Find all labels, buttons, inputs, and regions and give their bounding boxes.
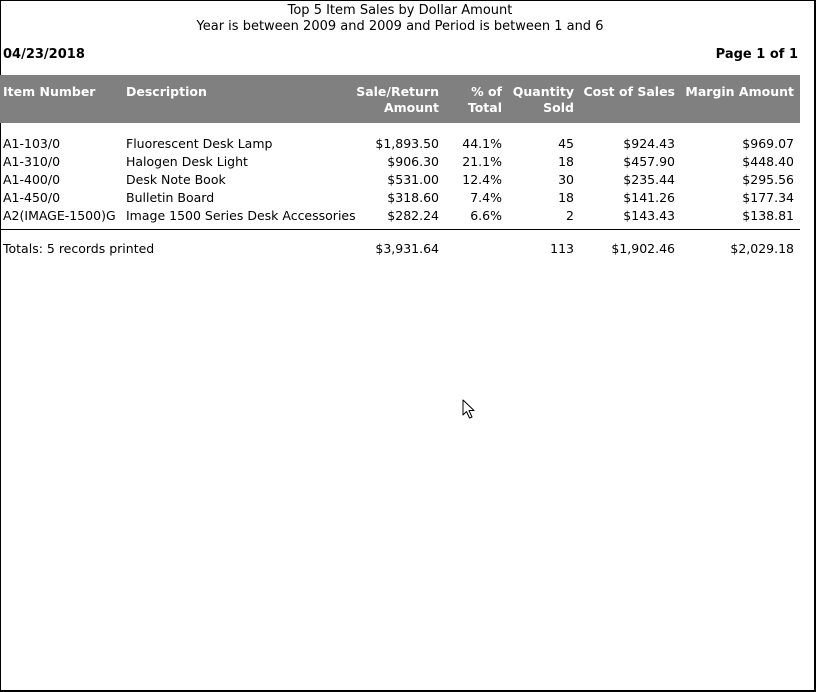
cell-item-number: A1-400/0 xyxy=(3,172,61,187)
cell-quantity: 45 xyxy=(558,136,574,151)
table-row xyxy=(0,154,800,172)
totals-sale-amount: $3,931.64 xyxy=(375,241,439,256)
cell-quantity: 30 xyxy=(558,172,574,187)
page-indicator: Page 1 of 1 xyxy=(715,47,798,62)
table-row xyxy=(0,172,800,190)
cell-sale-amount: $282.24 xyxy=(387,208,439,223)
cell-sale-amount: $318.60 xyxy=(387,190,439,205)
cell-cost: $457.90 xyxy=(623,154,675,169)
cell-cost: $141.26 xyxy=(623,190,675,205)
header-item-number: Item Number xyxy=(3,84,96,99)
header-description: Description xyxy=(126,84,207,99)
cell-description: Halogen Desk Light xyxy=(126,154,248,169)
header-pct-line2: Total xyxy=(467,100,502,115)
cell-item-number: A1-310/0 xyxy=(3,154,61,169)
cell-quantity: 18 xyxy=(558,154,574,169)
cell-margin: $969.07 xyxy=(742,136,794,151)
header-sale-line2: Amount xyxy=(383,100,439,115)
cell-percent: 12.4% xyxy=(462,172,502,187)
cell-description: Bulletin Board xyxy=(126,190,215,205)
cell-quantity: 2 xyxy=(566,208,574,223)
totals-cost: $1,902.46 xyxy=(611,241,675,256)
cell-item-number: A1-103/0 xyxy=(3,136,61,151)
header-pct-line1: % of xyxy=(471,84,502,99)
header-sale-line1: Sale/Return xyxy=(356,84,439,99)
table-row xyxy=(0,136,800,154)
cell-description: Fluorescent Desk Lamp xyxy=(126,136,273,151)
table-header xyxy=(0,75,800,123)
cell-cost: $924.43 xyxy=(623,136,675,151)
mouse-pointer-icon xyxy=(462,399,476,422)
totals-label: Totals: 5 records printed xyxy=(3,241,155,256)
cell-margin: $295.56 xyxy=(742,172,794,187)
cell-sale-amount: $906.30 xyxy=(387,154,439,169)
cell-description: Image 1500 Series Desk Accessories xyxy=(126,208,356,223)
cell-description: Desk Note Book xyxy=(126,172,226,187)
cell-percent: 21.1% xyxy=(462,154,502,169)
cell-cost: $235.44 xyxy=(623,172,675,187)
cell-margin: $138.81 xyxy=(742,208,794,223)
cell-sale-amount: $1,893.50 xyxy=(375,136,439,151)
cell-percent: 6.6% xyxy=(470,208,502,223)
header-qty-line1: Quantity xyxy=(512,84,574,99)
totals-divider xyxy=(0,229,800,230)
header-cost-of-sales: Cost of Sales xyxy=(583,84,675,99)
cell-sale-amount: $531.00 xyxy=(387,172,439,187)
cell-percent: 7.4% xyxy=(470,190,502,205)
report-subtitle: Year is between 2009 and 2009 and Period is between 1 and 6 xyxy=(196,19,604,34)
totals-quantity: 113 xyxy=(550,241,574,256)
cell-cost: $143.43 xyxy=(623,208,675,223)
header-margin-amount: Margin Amount xyxy=(685,84,794,99)
header-qty-line2: Sold xyxy=(543,100,574,115)
totals-row xyxy=(0,241,800,259)
report-title: Top 5 Item Sales by Dollar Amount xyxy=(287,3,513,18)
cell-margin: $177.34 xyxy=(742,190,794,205)
cell-margin: $448.40 xyxy=(742,154,794,169)
header-quantity-sold xyxy=(513,84,574,116)
totals-margin: $2,029.18 xyxy=(730,241,794,256)
cell-item-number: A2(IMAGE-1500)G xyxy=(3,208,116,223)
cell-item-number: A1-450/0 xyxy=(3,190,61,205)
cell-percent: 44.1% xyxy=(462,136,502,151)
header-percent-of-total xyxy=(468,84,502,116)
table-row xyxy=(0,208,800,226)
table-body xyxy=(0,136,800,226)
table-row xyxy=(0,190,800,208)
cell-quantity: 18 xyxy=(558,190,574,205)
report-date: 04/23/2018 xyxy=(3,47,85,62)
header-sale-return-amount xyxy=(356,84,439,116)
